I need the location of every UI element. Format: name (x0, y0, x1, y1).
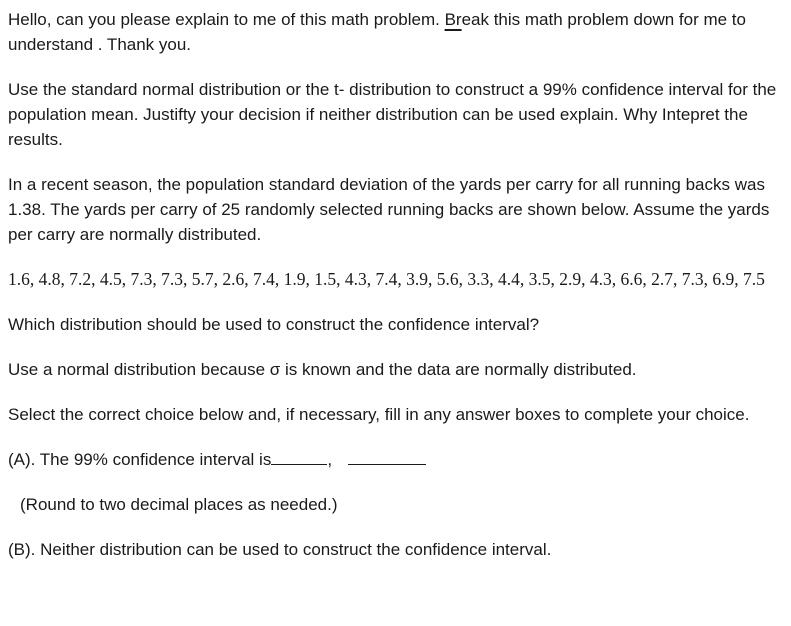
question-text: Which distribution should be used to construct the confidence interval? (8, 315, 540, 334)
instructions: Use the standard normal distribution or the t- distribution to construct a 99% confidence interval for the population mean. Justifty your decision if neither distribution can be used explain. Why Intepret the results. (8, 80, 777, 149)
scenario-text: In a recent season, the population standard deviation of the yards per carry for all running backs was 1.38. The yards per carry of 25 randomly selected running backs are shown below. Assume the yards per carry are normally distributed. (8, 175, 770, 244)
choice-a-label: (A). The 99% confidence interval is (8, 450, 272, 469)
answer-separator: , (327, 450, 333, 469)
answer-blank-lower[interactable] (271, 448, 327, 465)
selected-answer: Use a normal distribution because σ is known and the data are normally distributed. (8, 360, 637, 379)
answer-blank-upper[interactable] (348, 448, 426, 465)
data-values: 1.6, 4.8, 7.2, 4.5, 7.3, 7.3, 5.7, 2.6, 7.4, 1.9, 1.5, 4.3, 7.4, 3.9, 5.6, 3.3, 4.4, 3.5, 2.9, 4.3, 6.6, 2.7, 7.3, 6.9, 7.5 (8, 269, 765, 289)
help-request-text-rest: eak this math problem down for me to understand . Thank you. (8, 10, 746, 54)
underlined-text: Br (444, 10, 462, 29)
rounding-note: (Round to two decimal places as needed.) (20, 495, 338, 514)
select-prompt: Select the correct choice below and, if necessary, fill in any answer boxes to complete your choice. (8, 405, 750, 424)
problem-document (8, 7, 786, 562)
choice-a[interactable] (8, 447, 786, 472)
choice-b[interactable]: (B). Neither distribution can be used to construct the confidence interval. (8, 540, 552, 559)
help-request-text: Hello, can you please explain to me of this math problem. (8, 10, 445, 29)
help-request (8, 7, 786, 57)
